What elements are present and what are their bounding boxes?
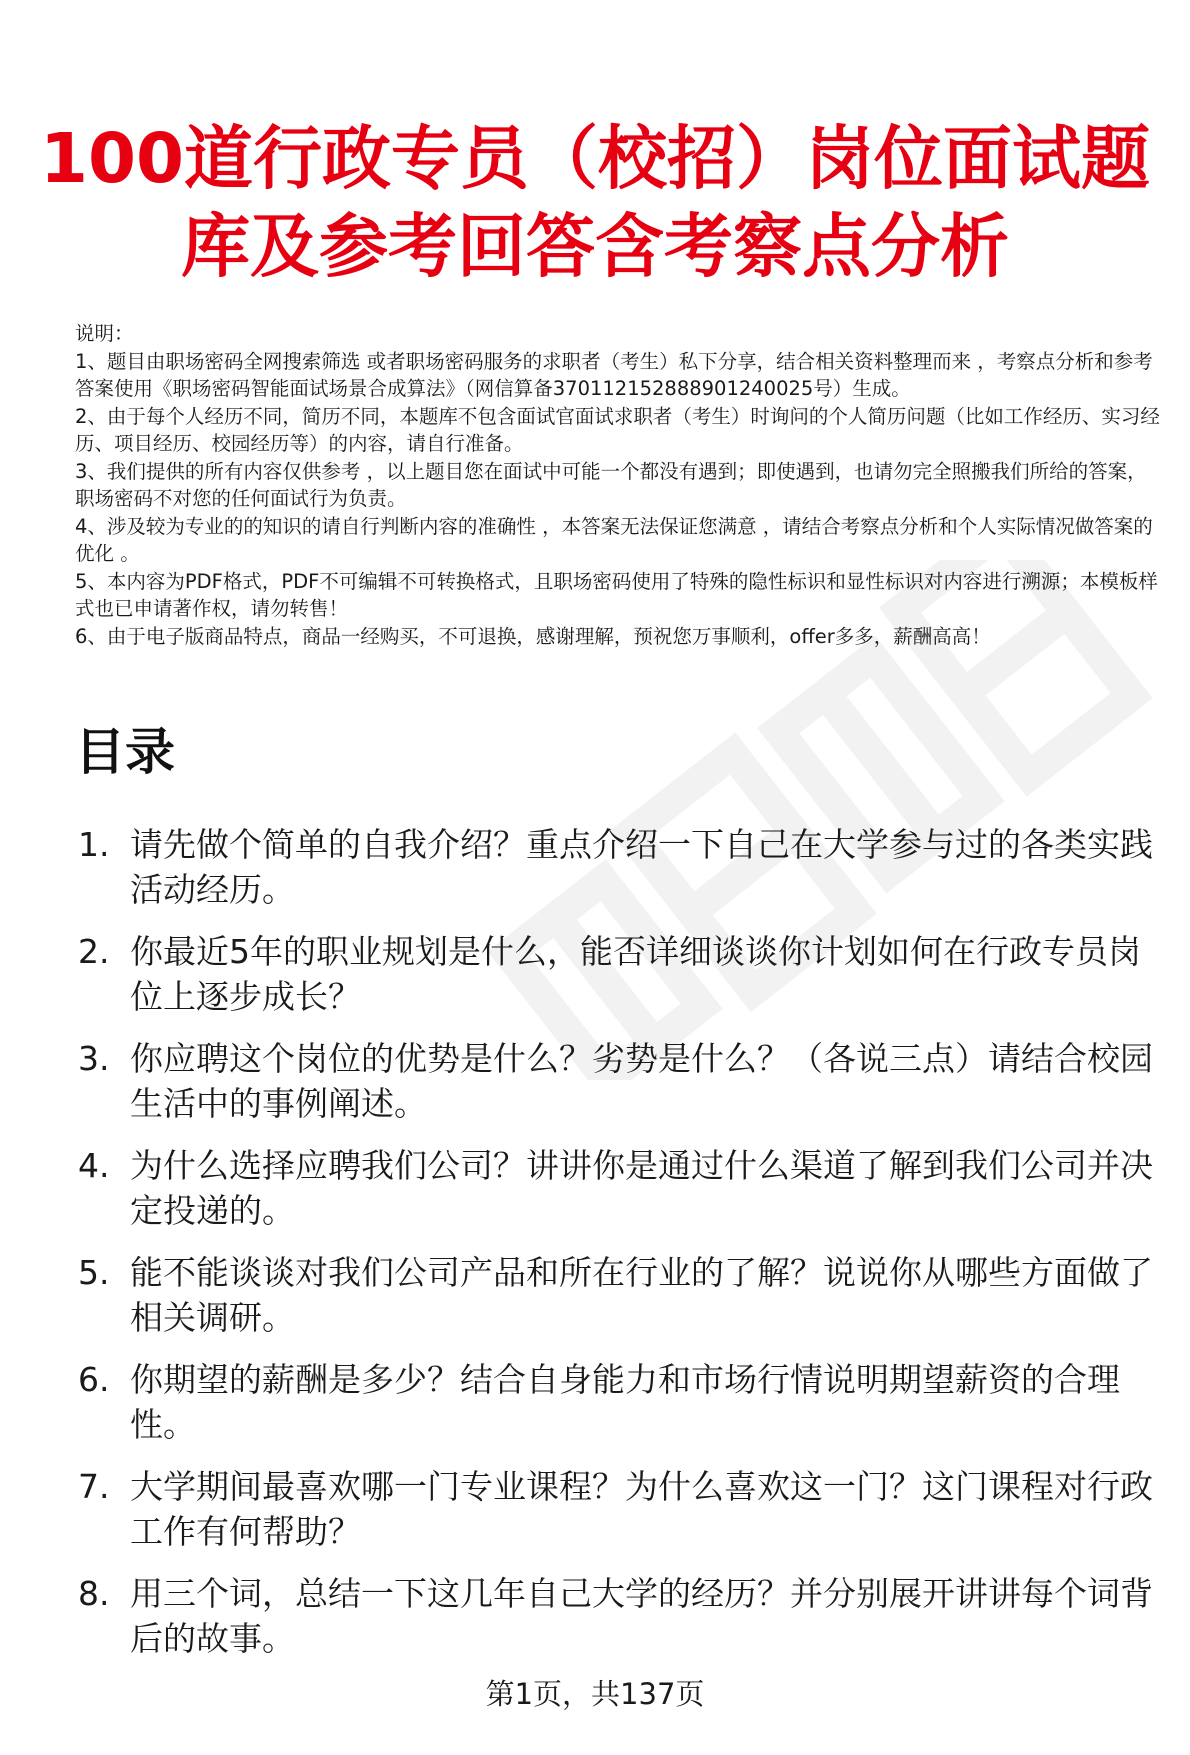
toc-item-text: 你期望的薪酬是多少？结合自身能力和市场行情说明期望薪资的合理性。: [130, 1360, 1120, 1444]
note-item: 1、题目由职场密码全网搜索筛选 或者职场密码服务的求职者（考生）私下分享，结合相关资料整理而来 ，考察点分析和参考答案使用《职场密码智能面试场景合成算法》（网信算备370112152888901240025号）生成。: [75, 349, 1153, 400]
toc-item[interactable]: [78, 1143, 1168, 1233]
toc-item[interactable]: [78, 822, 1168, 912]
toc-item-text: 用三个词，总结一下这几年自己大学的经历？并分别展开讲讲每个词背后的故事。: [130, 1574, 1153, 1658]
toc-item-number: 7.: [78, 1467, 110, 1506]
toc-item-text: 为什么选择应聘我们公司？讲讲你是通过什么渠道了解到我们公司并决定投递的。: [130, 1146, 1153, 1230]
note-item: 6、由于电子版商品特点，商品一经购买，不可退换，感谢理解，预祝您万事顺利，offer多多，薪酬高高！: [75, 624, 991, 648]
toc-item-text: 能不能谈谈对我们公司产品和所在行业的了解？说说你从哪些方面做了相关调研。: [130, 1253, 1153, 1337]
toc-item-number: 4.: [78, 1146, 110, 1185]
note-item: 3、我们提供的所有内容仅供参考 ，以上题目您在面试中可能一个都没有遇到；即使遇到，也请勿完全照搬我们所给的答案，职场密码不对您的任何面试行为负责。: [75, 459, 1147, 510]
toc-item-number: 1.: [78, 825, 110, 864]
note-item: 2、由于每个人经历不同，简历不同，本题库不包含面试官面试求职者（考生）时询问的个人简历问题（比如工作经历、实习经历、项目经历、校园经历等）的内容，请自行准备。: [75, 404, 1160, 455]
toc-list: [78, 822, 1168, 1678]
toc-item[interactable]: [78, 1036, 1168, 1126]
document-title: [0, 115, 1190, 291]
toc-item-number: 8.: [78, 1574, 110, 1613]
toc-item[interactable]: [78, 1464, 1168, 1554]
toc-item-number: 5.: [78, 1253, 110, 1292]
toc-heading: 目录: [75, 723, 175, 781]
toc-item-number: 2.: [78, 932, 110, 971]
toc-item[interactable]: [78, 1571, 1168, 1661]
toc-item-text: 大学期间最喜欢哪一门专业课程？为什么喜欢这一门？这门课程对行政工作有何帮助？: [130, 1467, 1153, 1551]
note-item: 4、涉及较为专业的的知识的请自行判断内容的准确性 ，本答案无法保证您满意 ，请结合考察点分析和个人实际情况做答案的优化 。: [75, 514, 1153, 565]
toc-item-number: 6.: [78, 1360, 110, 1399]
notes-heading: 说明：: [75, 322, 134, 345]
title-line-2: 库及参考回答含考察点分析: [181, 207, 1009, 287]
page-footer: 第1页，共137页: [485, 1677, 705, 1711]
toc-item-text: 你应聘这个岗位的优势是什么？劣势是什么？（各说三点）请结合校园生活中的事例阐述。: [130, 1039, 1153, 1123]
disclaimer-notes: [75, 320, 1160, 650]
toc-item-text: 请先做个简单的自我介绍？重点介绍一下自己在大学参与过的各类实践活动经历。: [130, 825, 1153, 909]
title-line-1: 100道行政专员（校招）岗位面试题: [39, 119, 1151, 199]
toc-item[interactable]: [78, 1250, 1168, 1340]
toc-item-number: 3.: [78, 1039, 110, 1078]
note-item: 5、本内容为PDF格式，PDF不可编辑不可转换格式，且职场密码使用了特殊的隐性标识和显性标识对内容进行溯源；本模板样式也已申请著作权，请勿转售！: [75, 569, 1158, 620]
toc-item[interactable]: [78, 1357, 1168, 1447]
toc-item[interactable]: [78, 929, 1168, 1019]
toc-item-text: 你最近5年的职业规划是什么，能否详细谈谈你计划如何在行政专员岗位上逐步成长？: [130, 932, 1141, 1016]
